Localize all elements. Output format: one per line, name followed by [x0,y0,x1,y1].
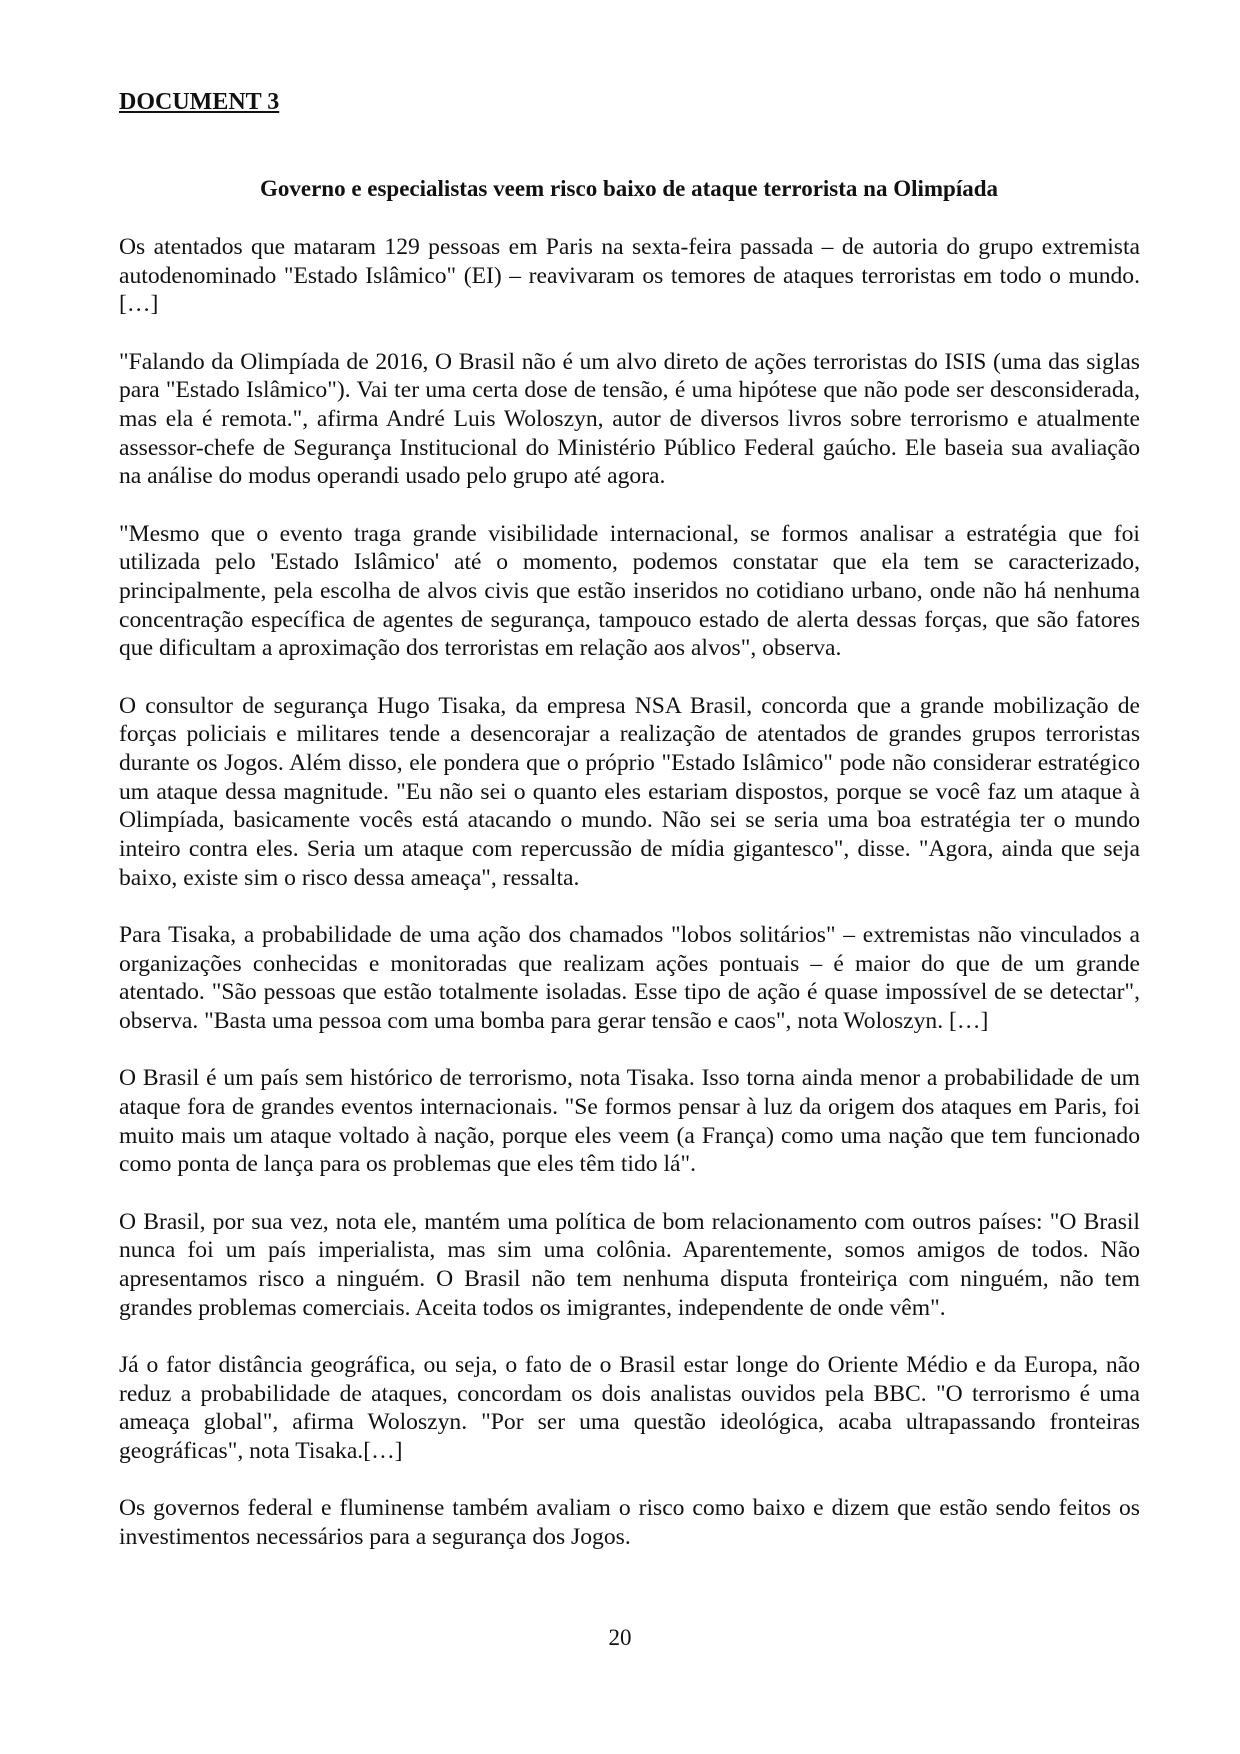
paragraph-6: O Brasil é um país sem histórico de terrorismo, nota Tisaka. Isso torna ainda menor a probabilidade de um ataque fora de grandes eventos internacionais. "Se formos pensar à luz da origem dos ataques em Paris, foi muito mais um ataque voltado à nação, porque eles veem (a França) como uma nação que tem funcionado como ponta de lança para os problemas que eles têm tido lá". [119,1065,1140,1178]
document-label: DOCUMENT 3 [119,89,280,115]
paragraph-3: "Mesmo que o evento traga grande visibilidade internacional, se formos analisar a estratégia que foi utilizada pelo 'Estado Islâmico' até o momento, podemos constatar que ela tem se caracterizado, principalmente, pela escolha de alvos civis que estão inseridos no cotidiano urbano, onde não há nenhuma concentração específica de agentes de segurança, tampouco estado de alerta dessas forças, que são fatores que dificultam a aproximação dos terroristas em relação aos alvos", observa. [119,520,1140,662]
paragraph-1: Os atentados que mataram 129 pessoas em Paris na sexta-feira passada – de autoria do grupo extremista autodenominado "Estado Islâmico" (EI) – reavivaram os temores de ataques terroristas em todo o mundo. […] [119,234,1140,318]
paragraph-4: O consultor de segurança Hugo Tisaka, da empresa NSA Brasil, concorda que a grande mobilização de forças policiais e militares tende a desencorajar a realização de atentados de grandes grupos terroristas durante os Jogos. Além disso, ele pondera que o próprio "Estado Islâmico" pode não considerar estratégico um ataque dessa magnitude. "Eu não sei o quanto eles estariam dispostos, porque se você faz um ataque à Olimpíada, basicamente vocês está atacando o mundo. Não sei se seria uma boa estratégia ter o mundo inteiro contra eles. Seria um ataque com repercussão de mídia gigantesco", disse. "Agora, ainda que seja baixo, existe sim o risco dessa ameaça", ressalta. [119,692,1140,891]
article-title: Governo e especialistas veem risco baixo de ataque terrorista na Olimpíada [259,176,999,201]
article-body [119,233,1140,1580]
paragraph-2: "Falando da Olimpíada de 2016, O Brasil não é um alvo direto de ações terroristas do ISIS (uma das siglas para "Estado Islâmico"). Vai ter uma certa dose de tensão, é uma hipótese que não pode ser desconsiderada, mas ela é remota.", afirma André Luis Woloszyn, autor de diversos livros sobre terrorismo e atualmente assessor-chefe de Segurança Institucional do Ministério Público Federal gaúcho. Ele baseia sua avaliação na análise do modus operandi usado pelo grupo até agora. [119,348,1140,490]
paragraph-9: Os governos federal e fluminense também avaliam o risco como baixo e dizem que estão sendo feitos os investimentos necessários para a segurança dos Jogos. [119,1495,1140,1551]
page-number: 20 [608,1625,632,1650]
paragraph-8: Já o fator distância geográfica, ou seja, o fato de o Brasil estar longe do Oriente Médio e da Europa, não reduz a probabilidade de ataques, concordam os dois analistas ouvidos pela BBC. "O terrorismo é uma ameaça global", afirma Woloszyn. "Por ser uma questão ideológica, acaba ultrapassando fronteiras geográficas", nota Tisaka.[…] [119,1352,1140,1465]
paragraph-7: O Brasil, por sua vez, nota ele, mantém uma política de bom relacionamento com outros países: "O Brasil nunca foi um país imperialista, mas sim uma colônia. Aparentemente, somos amigos de todos. Não apresentamos risco a ninguém. O Brasil não tem nenhuma disputa fronteiriça com ninguém, não tem grandes problemas comerciais. Aceita todos os imigrantes, independente de onde vêm". [119,1208,1140,1321]
paragraph-5: Para Tisaka, a probabilidade de uma ação dos chamados "lobos solitários" – extremistas não vinculados a organizações conhecidas e monitoradas que realizam ações pontuais – é maior do que de um grande atentado. "São pessoas que estão totalmente isoladas. Esse tipo de ação é quase impossível de se detectar", observa. "Basta uma pessoa com uma bomba para gerar tensão e caos", nota Woloszyn. […] [119,922,1140,1035]
